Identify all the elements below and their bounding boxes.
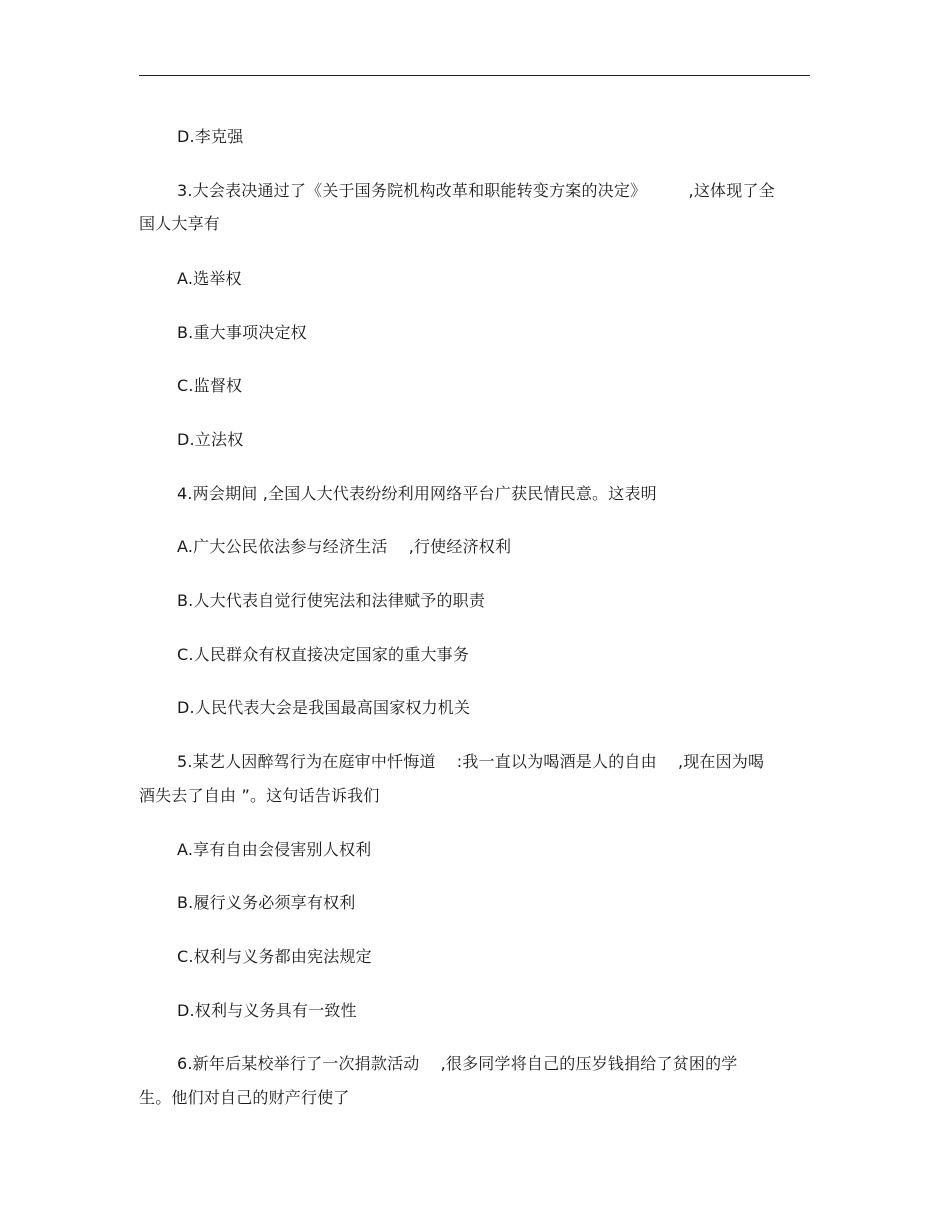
q4-option-b: B.人大代表自觉行使宪法和法律赋予的职责: [177, 591, 486, 610]
q5-stem-line1: 5.某艺人因醉驾行为在庭审中忏悔道 :我一直以为喝酒是人的自由 ,现在因为喝: [177, 752, 765, 771]
q5-option-c: C.权利与义务都由宪法规定: [177, 947, 372, 966]
q2-option-d: D.李克强: [177, 127, 244, 146]
q3-option-a: A.选举权: [177, 269, 242, 288]
header-rule: [139, 75, 810, 76]
q6-stem-line1: 6.新年后某校举行了一次捐款活动 ,很多同学将自己的压岁钱捐给了贫困的学: [177, 1054, 738, 1073]
q5-option-a: A.享有自由会侵害别人权利: [177, 840, 372, 859]
q5-stem-line2: 酒失去了自由 ”。这句话告诉我们: [139, 786, 380, 805]
q3-stem-line1: 3.大会表决通过了《关于国务院机构改革和职能转变方案的决定》 ,这体现了全: [177, 181, 775, 200]
q3-option-b: B.重大事项决定权: [177, 323, 307, 342]
q4-option-a: A.广大公民依法参与经济生活 ,行使经济权利: [177, 537, 512, 556]
q3-option-d: D.立法权: [177, 430, 244, 449]
q5-option-b: B.履行义务必须享有权利: [177, 893, 356, 912]
q3-option-c: C.监督权: [177, 376, 243, 395]
q4-stem: 4.两会期间 ,全国人大代表纷纷利用网络平台广获民情民意。这表明: [177, 484, 657, 503]
q5-option-d: D.权利与义务具有一致性: [177, 1001, 357, 1020]
q4-option-d: D.人民代表大会是我国最高国家权力机关: [177, 698, 471, 717]
q6-stem-line2: 生。他们对自己的财产行使了: [139, 1088, 350, 1107]
q4-option-c: C.人民群众有权直接决定国家的重大事务: [177, 645, 470, 664]
q3-stem-line2: 国人大享有: [139, 214, 221, 233]
